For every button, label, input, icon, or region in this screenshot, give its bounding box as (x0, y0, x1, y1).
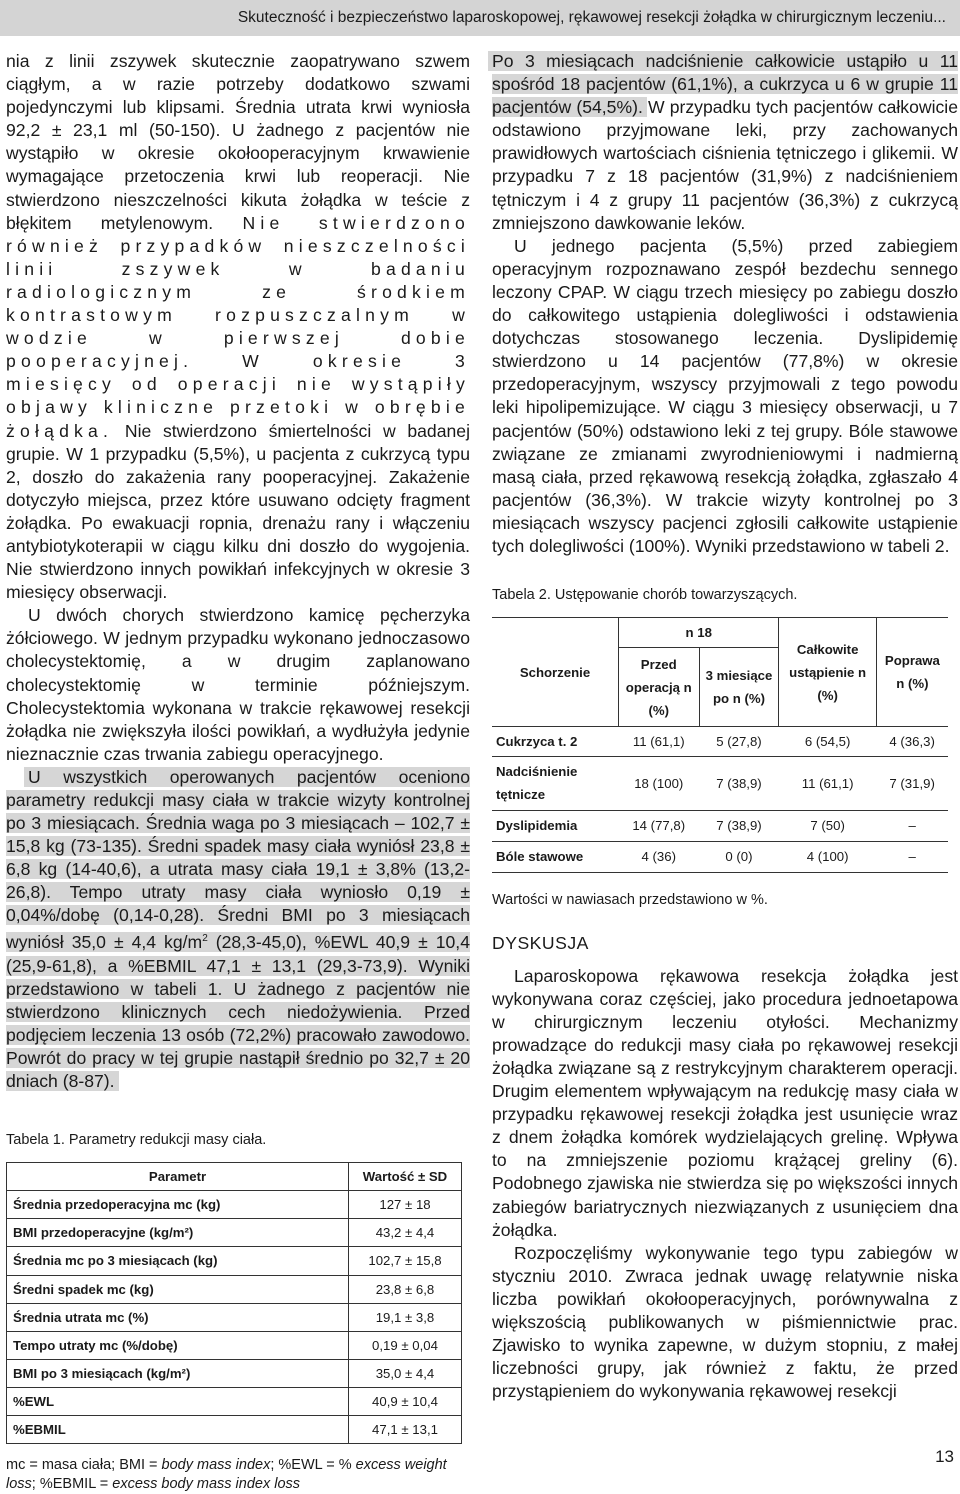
right-column (492, 50, 958, 1403)
section-title: DYSKUSJA (492, 932, 589, 953)
table-row: Średnia mc po 3 miesiącach (kg) 102,7 ± 15,8 (7, 1247, 462, 1275)
table2-caption: Tabela 2. Ustępowanie chorób towarzyszących. (492, 587, 798, 604)
table-row: %EWL 40,9 ± 10,4 (7, 1387, 462, 1415)
paragraph-weight-results (6, 766, 470, 1093)
table-row: %EBMIL 47,1 ± 13,1 (7, 1416, 462, 1444)
table1-header-value: Wartość ± SD (349, 1163, 462, 1191)
table2-header-improved: Poprawa n (%) (876, 618, 948, 727)
table1-header-parameter: Parametr (7, 1163, 349, 1191)
running-header: Skuteczność i bezpieczeństwo laparoskopowej, rękawowej resekcji żołądka w chirurgicznym leczeniu... (0, 0, 960, 36)
table-row: Bóle stawowe 4 (36) 0 (0) 4 (100) – (492, 841, 948, 872)
page-number: 13 (935, 1447, 954, 1466)
paragraph-apnea-dyslipidemia: U jednego pacjenta (5,5%) przed zabiegiem operacyjnym rozpoznawano zespół bezdechu sennego leczony CPAP. W ciągu trzech miesięcy po zabiegu doszło do całkowitego ustąpienia dolegliwości i odstawienia dotychczas stosowanego leczenia. Dyslipidemię stwierdzono u 14 pacjentów (77,8%) w okresie przedoperacyjnym, wszyscy przyjmowali z tego powodu leki hipolipemizujące. W ciągu 3 miesięcy obserwacji, u 7 pacjentów (50%) odstawiono leki z tej grupy. Bóle stawowe związane ze zmianami zwyrodnieniowymi i nadmierną masą ciała, przed rękawową resekcją żołądka, zgłaszało 4 pacjentów (36,3%). W trakcie wizyty kontrolnej po 3 miesiącach wszyscy pacjenci zgłosili całkowite ustąpienie tych dolegliwości (100%). Wyniki przedstawiono w tabeli 2. (492, 235, 958, 556)
paragraph-discussion: Laparoskopowa rękawowa resekcja żołądka jest wykonywana coraz częściej, jako procedura jednoetapowa w chirurgicznym leczeniu otyłości. Mechanizmy prowadzące do redukcji masy ciała po rękawowej resekcji żołądka związane są z restrykcyjnym charakterem operacji. Drugim elementem wpływającym na redukcję masy ciała w przypadku rękawowej resekcji żołądka jest usunięcie wraz z dnem żołądka komórek wydzielających grelinę. Wpływa to na zmniejszenie poziomu krążącej greliny (6). Podobnego zjawiska nie stwierdza się po większości innych zabiegów bariatrycznych niezwiązanych z usunięciem dna żołądka. (492, 965, 958, 1240)
paragraph-discussion-2: Rozpoczęliśmy wykonywanie tego typu zabiegów w styczniu 2010. Zwraca jednak uwagę relatywnie niska liczba powikłań okołooperacyjnych, porównywalna z większością publikowanych w piśmiennictwie prac. Zjawisko to wynika zapewne, w dużym stopniu, z małej liczebności grupy, jak również z faktu, że przed przystąpieniem do wykonywania rękawowej resekcji (492, 1242, 958, 1402)
paragraph-complications: nia z linii zszywek skutecznie zaopatrywano szwem ciągłym, a w razie potrzeby dodatkowo szwami pojedynczymi lub klipsami. Średnia utrata krwi wyniosła 92,2 ± 23,1 ml (50-150). U żadnego z pacjentów nie wystąpiło w okresie okołooperacyjnym krwawienie wymagające przetoczenia krwi lub reoperacji. Nie stwierdzono nieszczelności kikuta żołądka w teście z błękitem metylenowym. Nie stwierdzono również przypadków nieszczelności linii zszywek w badaniu radiologicznym ze środkiem kontrastowym rozpuszczalnym w wodzie w pierwszej dobie pooperacyjnej. W okresie 3 miesięcy od operacji nie wystąpiły objawy kliniczne przetoki w obrębie żołądka. Nie stwierdzono śmiertelności w badanej grupie. W 1 przypadku (5,5%), u pacjenta z cukrzycą typu 2, doszło do zakażenia rany pooperacyjnej. Zakażenie dotyczyło miejsca, przez które usuwano odcięty fragment żołądka. Po ewakuacji ropnia, drenażu rany i włączeniu antybiotykoterapii w ciągu kilku dni doszło do wygojenia. Nie stwierdzono innych powikłań infekcyjnych w okresie 3 miesięcy obserwacji. (6, 51, 470, 603)
paragraph-cholecystectomy: U dwóch chorych stwierdzono kamicę pęcherzyka żółciowego. W jednym przypadku wykonano jednoczasowo cholecystektomię, a w drugim zaplanowano cholecystektomię w terminie późniejszym. Cholecystektomia wykonana w trakcie rękawowej resekcji żołądka nie zwiększyła ilości powikłań, a wydłużyła jedynie nieznacznie czas trwania zabiegu operacyjnego. (6, 605, 470, 764)
table1-footnote: mc = masa ciała; BMI = body mass index; %EWL = % excess weight loss; %EBMIL = excess body mass index loss (6, 1457, 447, 1493)
highlighted-text: Po 3 miesiącach nadciśnienie całkowicie ustąpiło u 11 spośród 18 pacjentów (61,1%), a cukrzyca u 6 w grupie 11 pacjentów (54,5%). (488, 51, 958, 117)
table1-caption: Tabela 1. Parametry redukcji masy ciała. (6, 1132, 267, 1149)
table-row: BMI po 3 miesiącach (kg/m²) 35,0 ± 4,4 (7, 1359, 462, 1387)
table-row: Średnia przedoperacyjna mc (kg) 127 ± 18 (7, 1191, 462, 1219)
table-row: Cukrzyca t. 2 11 (61,1) 5 (27,8) 6 (54,5) 4 (36,3) (492, 727, 948, 757)
table-row: BMI przedoperacyjne (kg/m²) 43,2 ± 4,4 (7, 1219, 462, 1247)
table-row: Tempo utraty mc (%/dobę) 0,19 ± 0,04 (7, 1331, 462, 1359)
table2-header-condition: Schorzenie (492, 618, 619, 727)
paragraph-comorbidities: Po 3 miesiącach nadciśnienie całkowicie ustąpiło u 11 spośród 18 pacjentów (61,1%), a cukrzyca u 6 w grupie 11 pacjentów (54,5%). W przypadku tych pacjentów całkowicie odstawiono przyjmowane leki, przy zachowanych prawidłowych wartościach ciśnienia tętniczego i glikemii. W przypadku 7 z 18 pacjentów (31,9%) z nadciśnieniem tętniczym i 4 z grupy 11 pacjentów (36,3%) z cukrzycą zmniejszono dawkowanie leków. (492, 50, 958, 235)
table-row: Nadciśnienie tętnicze 18 (100) 7 (38,9) 11 (61,1) 7 (31,9) (492, 757, 948, 810)
table2-header-n: n 18 (619, 618, 779, 648)
table2-header-before: Przed operacją n (%) (619, 648, 700, 727)
table-row: Średni spadek mc (kg) 23,8 ± 6,8 (7, 1275, 462, 1303)
table-row: Dyslipidemia 14 (77,8) 7 (38,9) 7 (50) – (492, 810, 948, 841)
table2-header-resolved: Całkowite ustąpienie n (%) (779, 618, 876, 727)
table2-header-after: 3 miesiące po n (%) (699, 648, 779, 727)
highlighted-text: U wszystkich operowanych pacjentów oceniono parametry redukcji masy ciała w trakcie wizyty kontrolnej po 3 miesiącach. Średnia waga po 3 miesiącach – 102,7 ± 15,8 kg (73-135). Średni spadek masy ciała wyniósł 23,8 ± 6,8 kg (14-40,6), a utrata masy ciała 19,1 ± 3,8% (13,2-26,8). Tempo utraty masy ciała wyniosło 0,19 ± 0,04%/dobę (0,14-0,28). Średni BMI po 3 miesiącach wyniósł 35,0 ± 4,4 $kg/m^2$ (28,3-45,0), %EWL 40,9 ± 10,4 (25,9-61,8), a %EBMIL 47,1 ± 13,1 (29,3-73,9). Wyniki przedstawiono w tabeli 1. U żadnego z pacjentów nie stwierdzono klinicznych cech niedożywienia. Przed podjęciem leczenia 13 osób (72,2%) pracowało zawodowo. Powrót do pracy w tej grupie nastąpił średnio po 32,7 ± 20 dniach (8-87). (6, 766, 470, 1091)
spaced-text: Nie stwierdzono również przypadków nieszczelności linii zszywek w badaniu radiologicznym ze środkiem kontrastowym rozpuszczalnym w wodzie w pierwszej dobie pooperacyjnej. W okresie 3 miesięcy od operacji nie wystąpiły objawy kliniczne przetoki w obrębie żołądka. (6, 212, 470, 441)
table-weight-parameters (6, 1162, 462, 1444)
table2-footnote: Wartości w nawiasach przedstawiono w %. (492, 891, 768, 908)
table-row: Średnia utrata mc (%) 19,1 ± 3,8 (7, 1303, 462, 1331)
table-comorbidities (492, 617, 948, 872)
left-column (6, 50, 470, 1494)
